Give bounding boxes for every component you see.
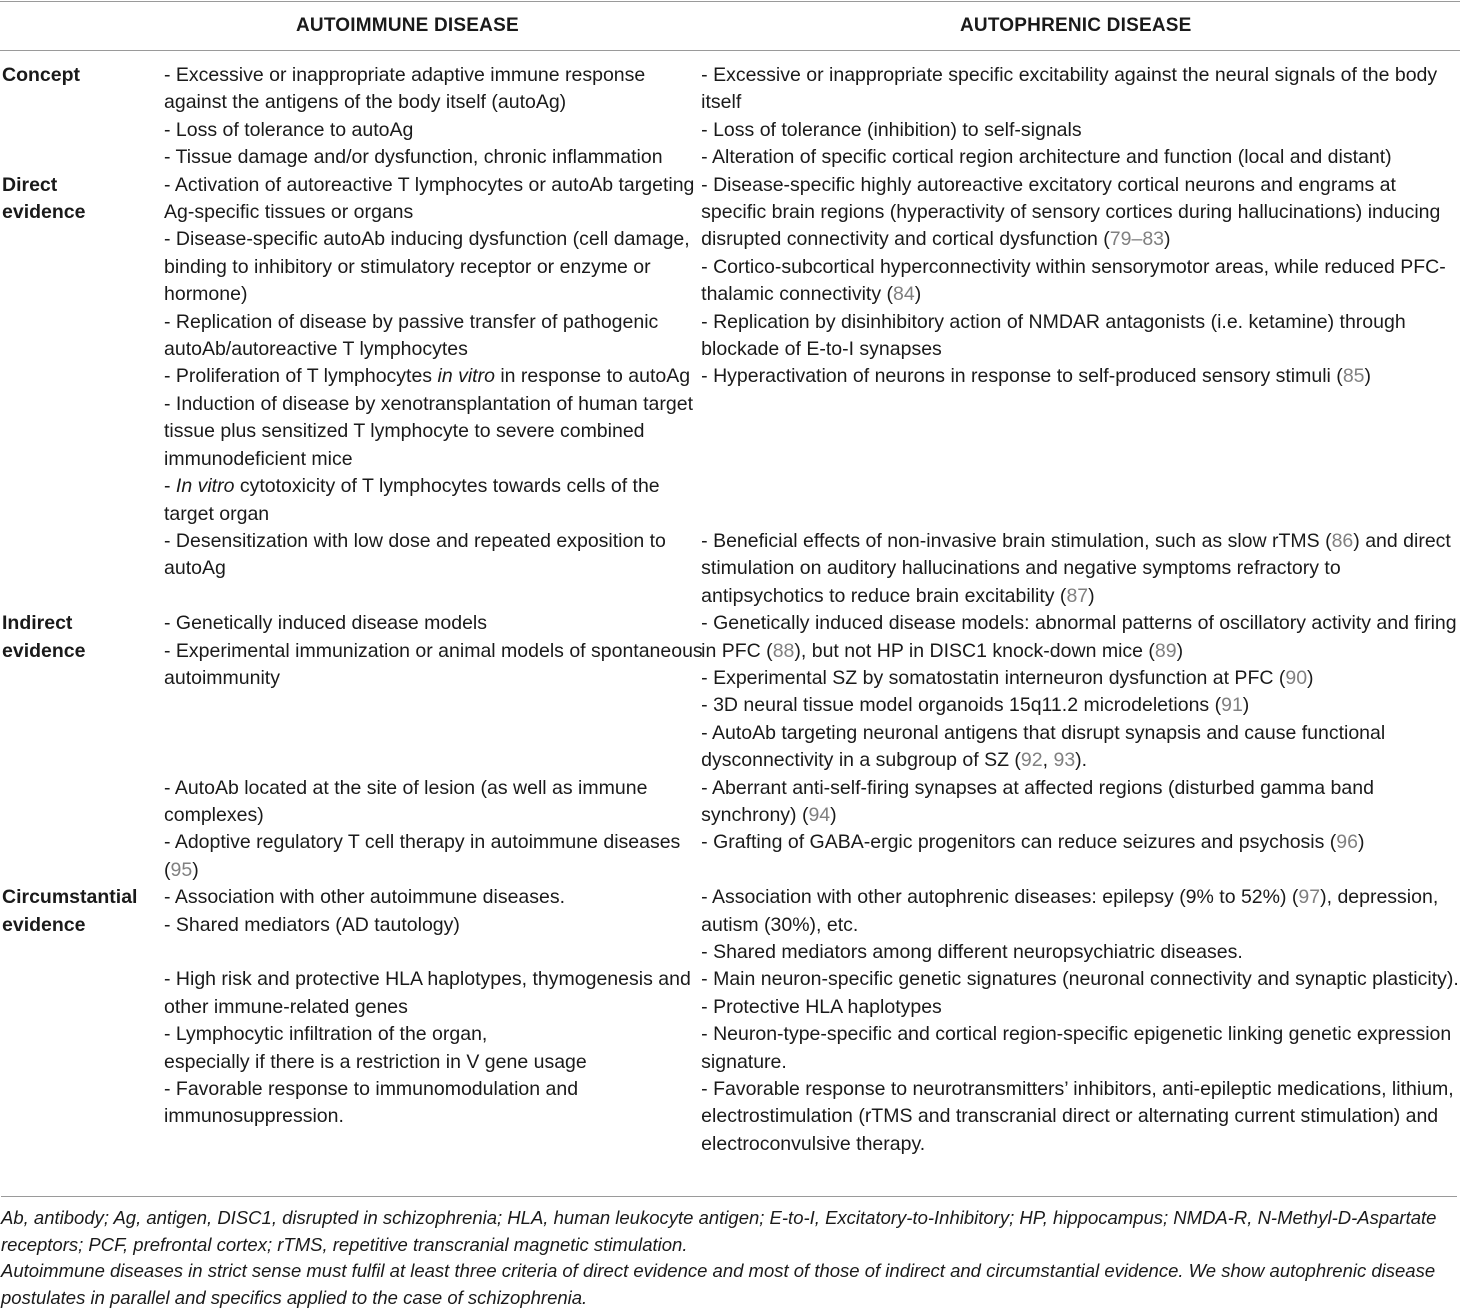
cell-autoimmune [164, 610, 703, 774]
list-item: - Shared mediators among different neuropsychiatric diseases. [701, 941, 1243, 963]
citation-link[interactable]: 87 [1066, 584, 1089, 607]
cell-autophrenic [701, 528, 1460, 610]
list-item: - Tissue damage and/or dysfunction, chronic inflammation [164, 146, 663, 169]
list-item: - Shared mediators (AD tautology) [164, 913, 460, 936]
list-item: - Genetically induced disease models: abnormal patterns of oscillatory activity and firing in PFC (88), but not HP in DISC1 knock-down mice (89) [701, 612, 1457, 662]
criteria-note: Autoimmune diseases in strict sense must fulfil at least three criteria of direct evidence and most of those of indirect and circumstantial evidence. We show autophrenic disease postulates in parallel and specifics applied to the case of schizophrenia. [1, 1260, 1436, 1308]
list-item: - Association with other autoimmune diseases. [164, 886, 566, 909]
citation-link[interactable]: 85 [1342, 365, 1365, 388]
section-direct-evidence [0, 172, 1460, 611]
list-item: - AutoAb targeting neuronal antigens that disrupt synapsis and cause functional dysconnectivity in a subgroup of SZ (92, 93). [701, 721, 1386, 772]
citation-link[interactable]: 94 [808, 803, 831, 826]
list-item: - Disease-specific autoAb inducing dysfunction (cell damage, binding to inhibitory or stimulatory receptor or enzyme or hormone) [164, 228, 690, 306]
cell-autophrenic [701, 775, 1460, 830]
table-row [0, 966, 1460, 1158]
list-item: - Replication of disease by passive transfer of pathogenic autoAb/autoreactive T lymphocytes [164, 310, 659, 361]
cell-autophrenic [701, 172, 1460, 528]
list-item: - Favorable response to immunomodulation and immunosuppression. [164, 1078, 579, 1128]
list-item: - Protective HLA haplotypes [701, 995, 942, 1018]
table-top-rule [0, 1, 1460, 2]
cell-autophrenic [701, 610, 1460, 774]
list-item: - Desensitization with low dose and repeated exposition to autoAg [164, 529, 666, 580]
table-row [0, 775, 1460, 830]
list-item: - Main neuron-specific genetic signatures (neuronal connectivity and synaptic plasticity). [701, 968, 1459, 991]
cell-autophrenic [701, 966, 1460, 1158]
list-item: - Induction of disease by xenotransplantation of human target tissue plus sensitized T lymphocyte to severe combined immunodeficient mice [164, 392, 694, 470]
list-item: - In vitro cytotoxicity of T lymphocytes towards cells of the target organ [164, 475, 660, 525]
cell-autoimmune [164, 775, 703, 830]
citation-link[interactable]: 93 [1053, 749, 1076, 772]
citation-link[interactable]: 88 [772, 639, 795, 662]
list-item: - Adoptive regulatory T cell therapy in autoimmune diseases (95) [164, 831, 681, 881]
list-item: - Lymphocytic infiltration of the organ, especially if there is a restriction in V gene usage [164, 1023, 587, 1073]
table-row [0, 829, 1460, 884]
row-label-circumstantial-evidence: Circumstantial evidence [2, 886, 138, 936]
citation-link[interactable]: 79–83 [1109, 228, 1165, 251]
citation-link[interactable]: 91 [1221, 694, 1243, 717]
footer-rule [1, 1196, 1457, 1197]
list-item: - Replication by disinhibitory action of NMDAR antagonists (i.e. ketamine) through blockade of E-to-I synapses [701, 310, 1406, 361]
list-item: - Alteration of specific cortical region architecture and function (local and distant) [701, 146, 1392, 169]
row-label-indirect-evidence: Indirect evidence [2, 612, 86, 662]
citation-link[interactable]: 97 [1298, 886, 1321, 909]
section-concept [0, 62, 1460, 172]
list-item: - Excessive or inappropriate adaptive immune response against the antigens of the body itself (autoAg) [164, 64, 646, 114]
list-item: - Excessive or inappropriate specific excitability against the neural signals of the body itself [701, 64, 1438, 114]
table-row [0, 62, 1460, 172]
list-item: - Favorable response to neurotransmitters’ inhibitors, anti-epileptic medications, lithium, electrostimulation (rTMS and transcranial direct or alternating current stimulation) and electroconvulsive therapy. [701, 1078, 1454, 1155]
cell-autophrenic [701, 884, 1460, 966]
cell-autoimmune [164, 62, 703, 172]
table-footnotes [1, 1205, 1457, 1311]
citation-link[interactable]: 95 [170, 858, 193, 881]
list-item: - Aberrant anti-self-firing synapses at affected regions (disturbed gamma band synchrony) (94) [701, 776, 1374, 826]
table-row [0, 528, 1460, 610]
list-item: - Beneficial effects of non-invasive brain stimulation, such as slow rTMS (86) and direct stimulation on auditory hallucinations and negative symptoms refractory to antipsychotics to reduce brain excitability (87) [701, 529, 1451, 607]
table-row [0, 610, 1460, 774]
cell-autophrenic [701, 829, 1460, 884]
list-item: - Grafting of GABA-ergic progenitors can reduce seizures and psychosis (96) [701, 831, 1365, 854]
list-item: - High risk and protective HLA haplotypes, thymogenesis and other immune-related genes [164, 968, 691, 1018]
list-item: - 3D neural tissue model organoids 15q11.2 microdeletions (91) [701, 694, 1250, 717]
cell-autoimmune [164, 884, 703, 966]
citation-link[interactable]: 90 [1285, 666, 1308, 689]
cell-autoimmune [164, 528, 703, 610]
list-item: - Experimental SZ by somatostatin interneuron dysfunction at PFC (90) [701, 666, 1314, 689]
list-item: - Proliferation of T lymphocytes in vitro in response to autoAg [164, 365, 691, 388]
list-item: - Association with other autophrenic diseases: epilepsy (9% to 52%) (97), depression, autism (30%), etc. [701, 886, 1439, 936]
citation-link[interactable]: 89 [1154, 639, 1177, 662]
citation-link[interactable]: 96 [1336, 831, 1358, 854]
list-item: - Disease-specific highly autoreactive excitatory cortical neurons and engrams at specific brain regions (hyperactivity of sensory cortices during hallucinations) inducing disrupted connectivity and cortical dysfunction (79–83) [701, 173, 1441, 251]
abbreviations-note: Ab, antibody; Ag, antigen, DISC1, disrupted in schizophrenia; HLA, human leukocyte antigen; E-to-I, Excitatory-to-Inhibitory; HP, hippocampus; NMDA-R, N-Methyl-D-Aspartate receptors; PCF, prefrontal cortex; rTMS, repetitive transcranial magnetic stimulation. [1, 1207, 1437, 1255]
section-circumstantial-evidence [0, 884, 1460, 1158]
column-header-autoimmune: AUTOIMMUNE DISEASE [296, 15, 519, 36]
cell-autoimmune [164, 829, 703, 884]
cell-autoimmune [164, 966, 703, 1158]
row-label-concept: Concept [2, 64, 80, 86]
list-item: - Experimental immunization or animal models of spontaneous autoimmunity [164, 639, 703, 689]
citation-link[interactable]: 84 [893, 283, 915, 306]
cell-autoimmune [164, 172, 703, 528]
row-label-direct-evidence: Direct evidence [2, 173, 86, 224]
list-item: - Activation of autoreactive T lymphocytes or autoAb targeting Ag-specific tissues or organs [164, 173, 695, 224]
list-item: - Neuron-type-specific and cortical region-specific epigenetic linking genetic expression signature. [701, 1023, 1452, 1073]
cell-autophrenic [701, 62, 1460, 172]
list-item: - AutoAb located at the site of lesion (as well as immune complexes) [164, 776, 648, 826]
header-rule [0, 50, 1460, 51]
list-item: - Loss of tolerance (inhibition) to self-signals [701, 118, 1082, 141]
list-item: - Cortico-subcortical hyperconnectivity within sensorymotor areas, while reduced PFC-thalamic connectivity (84) [701, 255, 1446, 306]
list-item: - Loss of tolerance to autoAg [164, 118, 414, 141]
table-body [0, 62, 1460, 1158]
list-item: - Hyperactivation of neurons in response to self-produced sensory stimuli (85) [701, 365, 1372, 388]
section-indirect-evidence [0, 610, 1460, 884]
citation-link[interactable]: 86 [1331, 529, 1354, 552]
table-row [0, 884, 1460, 966]
column-header-autophrenic: AUTOPHRENIC DISEASE [960, 15, 1192, 36]
table-row [0, 172, 1460, 528]
list-item: - Genetically induced disease models [164, 612, 488, 635]
citation-link[interactable]: 92 [1020, 749, 1043, 772]
